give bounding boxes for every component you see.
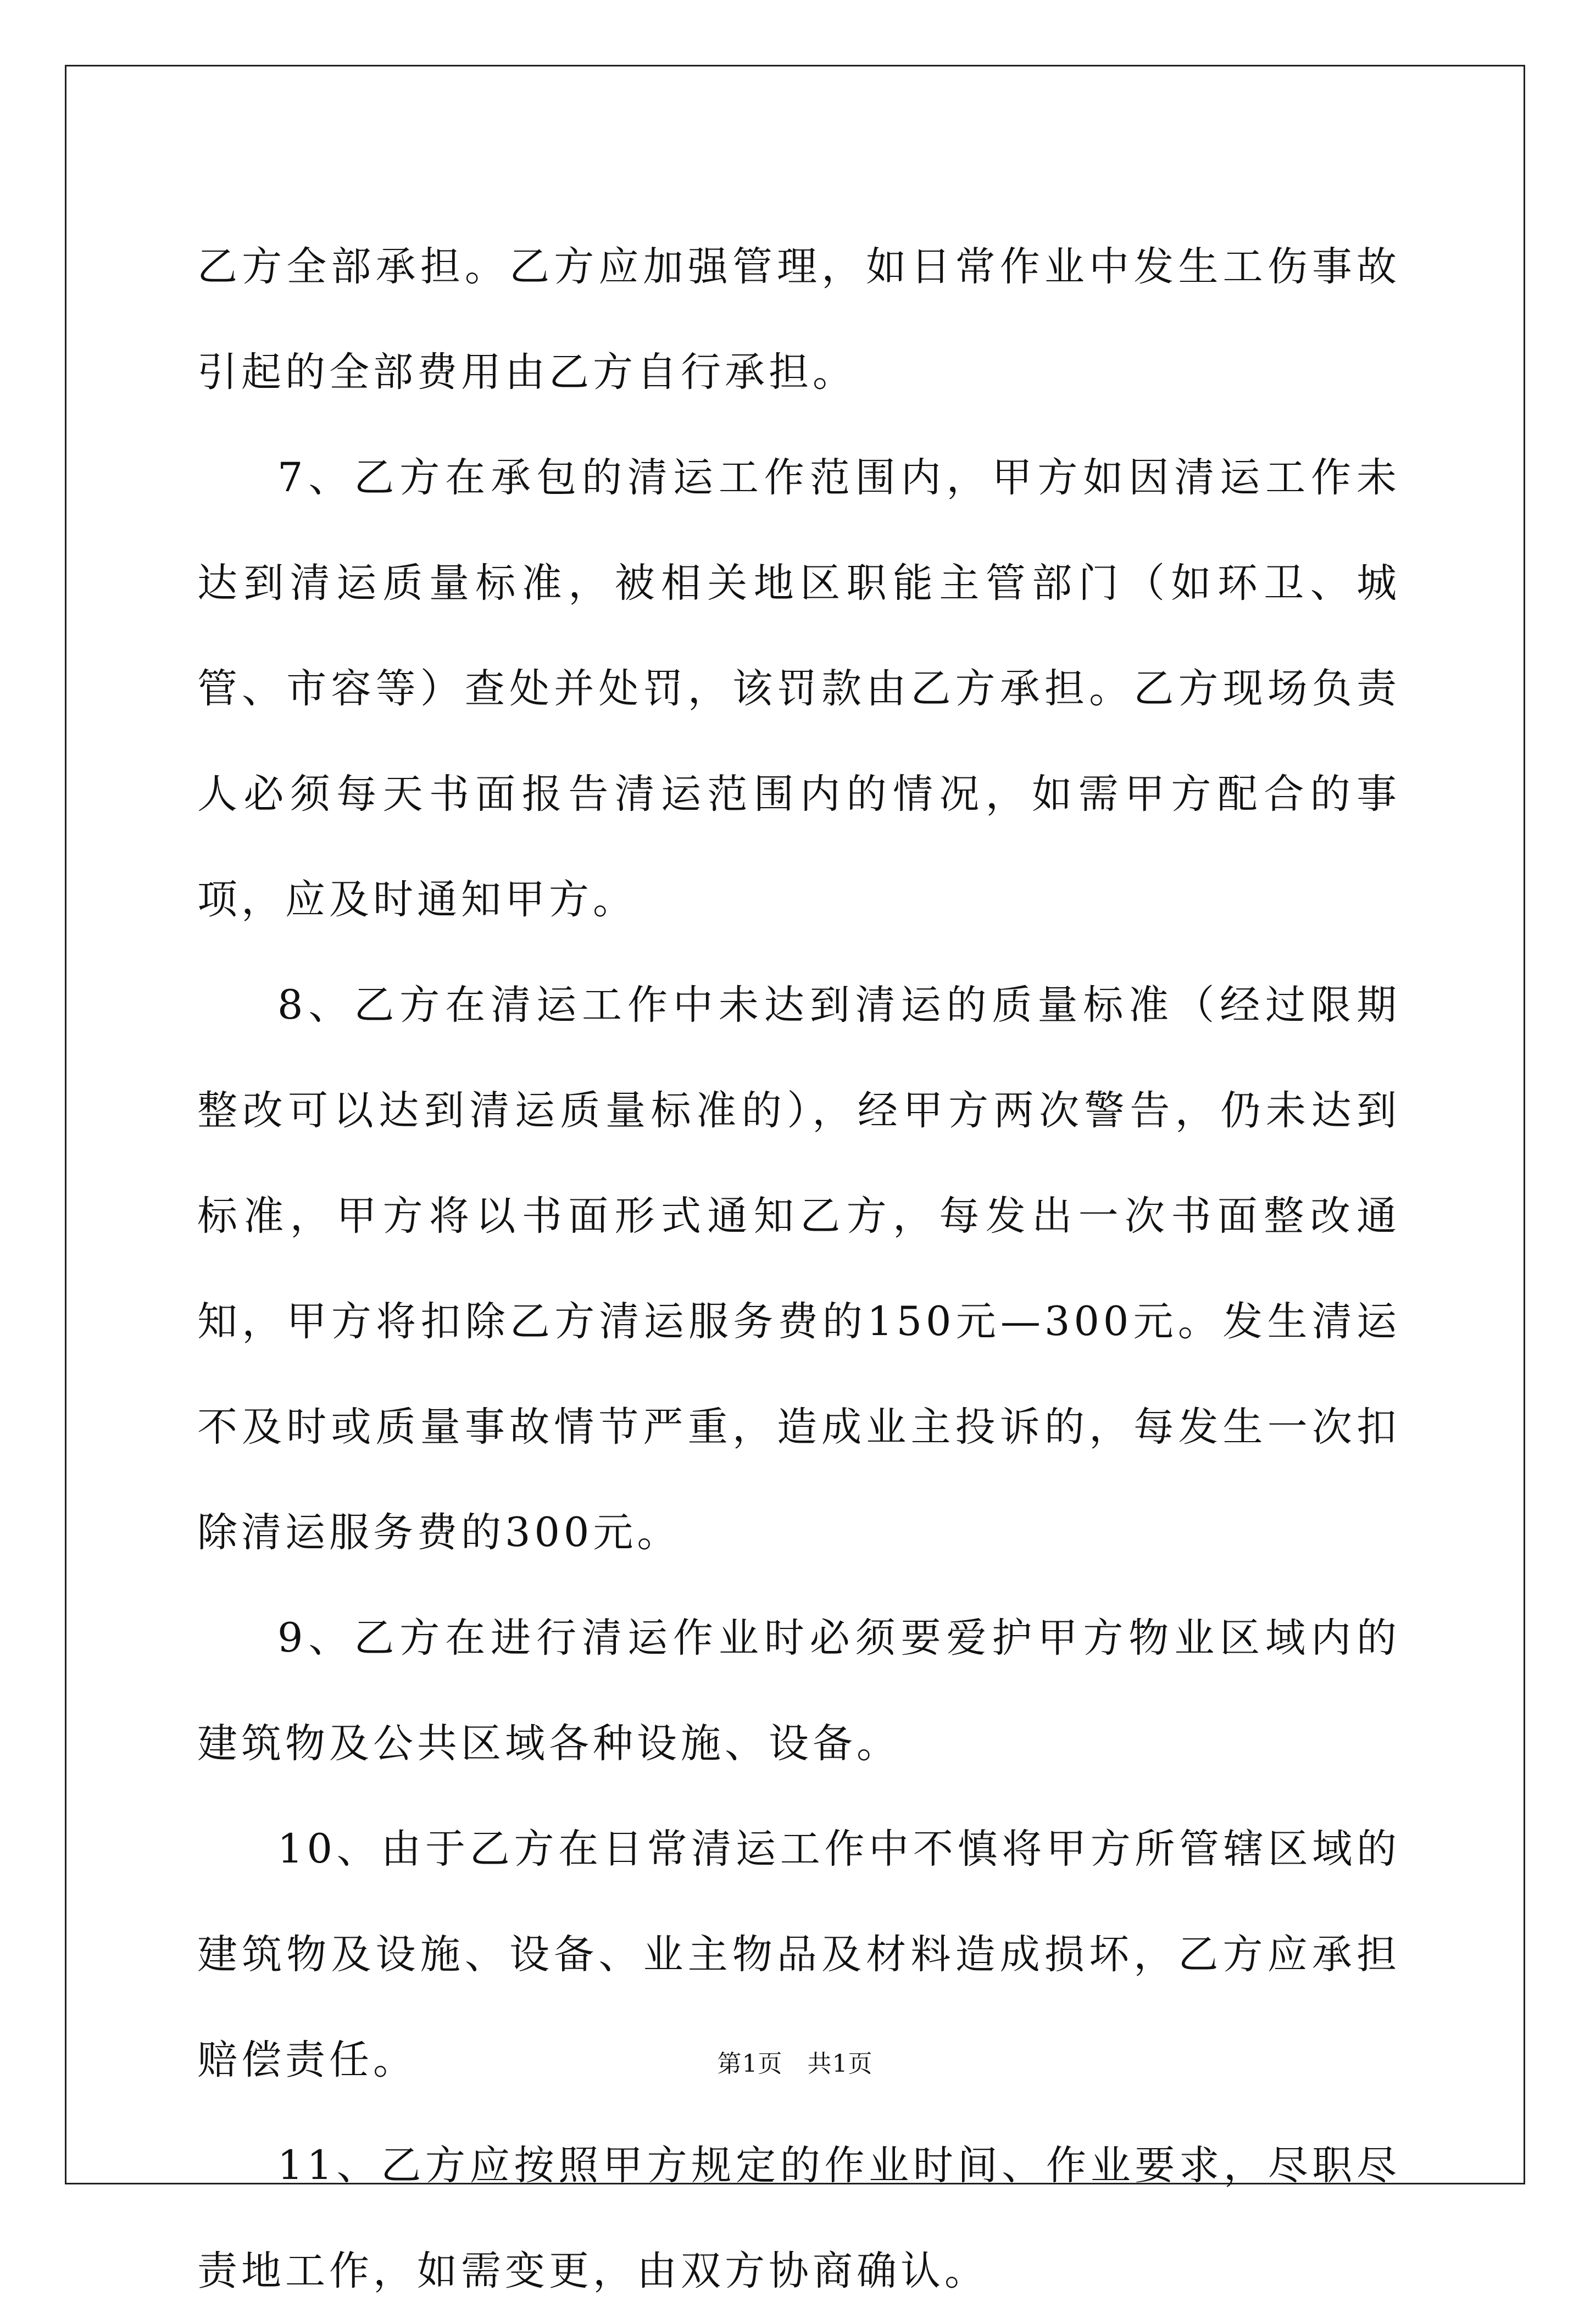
paragraph-clause-10: 10、由于乙方在日常清运工作中不慎将甲方所管辖区域的建筑物及设施、设备、业主物品及材料造成损坏，乙方应承担赔偿责任。 — [197, 1826, 1400, 2083]
paragraph-clause-8: 8、乙方在清运工作中未达到清运的质量标准（经过限期整改可以达到清运质量标准的），经甲方两次警告，仍未达到标准，甲方将以书面形式通知乙方，每发出一次书面整改通知，甲方将扣除乙方清运服务费的150元—300元。发生清运不及时或质量事故情节严重，造成业主投诉的，每发生一次扣除清运服务费的300元。 — [197, 982, 1400, 1556]
paragraph-continuation: 乙方全部承担。乙方应加强管理，如日常作业中发生工伤事故引起的全部费用由乙方自行承担。 — [197, 243, 1400, 396]
paragraph-clause-9: 9、乙方在进行清运作业时必须要爱护甲方物业区域内的建筑物及公共区域各种设施、设备。 — [197, 1615, 1400, 1767]
page-number-footer: 第1页 共1页 — [717, 2050, 873, 2078]
document-body — [197, 214, 1400, 2324]
paragraph-clause-7: 7、乙方在承包的清运工作范围内，甲方如因清运工作未达到清运质量标准，被相关地区职能主管部门（如环卫、城管、市容等）查处并处罚，该罚款由乙方承担。乙方现场负责人必须每天书面报告清运范围内的情况，如需甲方配合的事项，应及时通知甲方。 — [197, 454, 1400, 923]
paragraph-clause-11: 11、乙方应按照甲方规定的作业时间、作业要求，尽职尽责地工作，如需变更，由双方协商确认。 — [197, 2142, 1400, 2294]
